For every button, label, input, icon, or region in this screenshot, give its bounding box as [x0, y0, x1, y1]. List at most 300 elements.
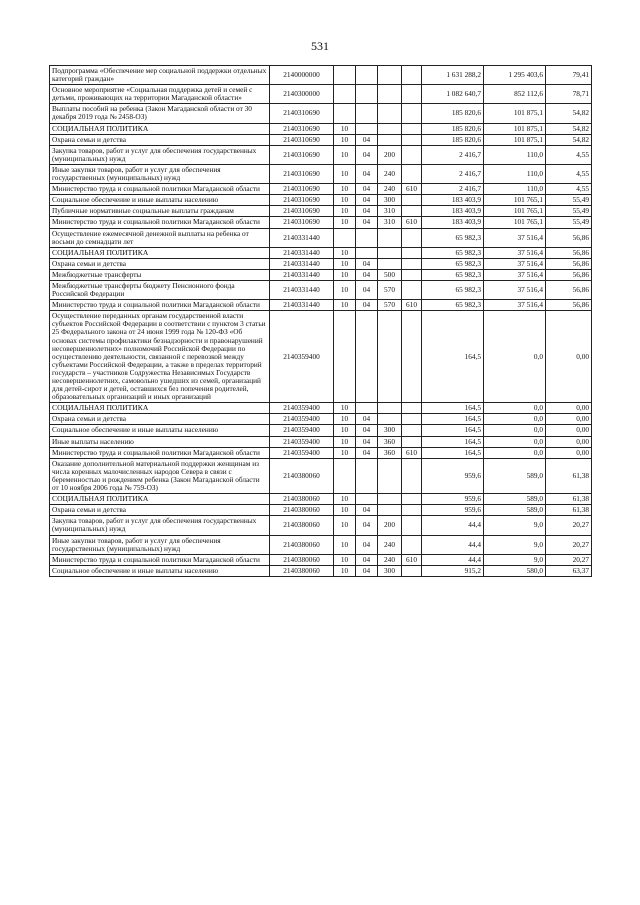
- row-subsection-cell: 04: [356, 184, 378, 195]
- row-section-cell: 10: [334, 184, 356, 195]
- row-section-cell: 10: [334, 269, 356, 280]
- row-administrator-cell: 610: [402, 184, 422, 195]
- row-executed-amount-cell: 9,0: [484, 554, 546, 565]
- row-executed-amount-cell: 0,0: [484, 425, 546, 436]
- table-row: [50, 247, 592, 258]
- row-plan-amount-cell: 164,5: [422, 447, 484, 458]
- row-plan-amount-cell: 164,5: [422, 414, 484, 425]
- table-row: [50, 425, 592, 436]
- row-plan-amount-cell: 44,4: [422, 535, 484, 554]
- row-plan-amount-cell: 183 403,9: [422, 195, 484, 206]
- row-executed-amount-cell: 101 765,1: [484, 217, 546, 228]
- row-section-cell: 10: [334, 247, 356, 258]
- row-subsection-cell: [356, 123, 378, 134]
- row-administrator-cell: [402, 403, 422, 414]
- row-executed-amount-cell: 580,0: [484, 565, 546, 576]
- row-subsection-cell: [356, 494, 378, 505]
- row-administrator-cell: [402, 145, 422, 164]
- row-section-cell: 10: [334, 300, 356, 311]
- table-row: [50, 300, 592, 311]
- row-expense-type-cell: [378, 228, 402, 247]
- row-subsection-cell: 04: [356, 217, 378, 228]
- row-percent-cell: 56,86: [546, 258, 592, 269]
- row-percent-cell: 56,86: [546, 280, 592, 299]
- row-administrator-cell: [402, 505, 422, 516]
- row-executed-amount-cell: 1 295 403,6: [484, 66, 546, 85]
- row-csr-cell: 2140331440: [270, 228, 334, 247]
- row-name-cell: Осуществление ежемесячной денежной выплаты на ребенка от восьми до семнадцати лет: [50, 228, 270, 247]
- table-row: [50, 311, 592, 403]
- row-expense-type-cell: [378, 458, 402, 493]
- row-plan-amount-cell: 65 982,3: [422, 269, 484, 280]
- row-csr-cell: 2140310690: [270, 104, 334, 123]
- row-expense-type-cell: [378, 258, 402, 269]
- row-plan-amount-cell: 164,5: [422, 425, 484, 436]
- table-row: [50, 66, 592, 85]
- row-csr-cell: 2140331440: [270, 280, 334, 299]
- row-executed-amount-cell: 101 875,1: [484, 104, 546, 123]
- row-administrator-cell: [402, 516, 422, 535]
- row-executed-amount-cell: 101 875,1: [484, 134, 546, 145]
- row-executed-amount-cell: 37 516,4: [484, 300, 546, 311]
- row-percent-cell: 0,00: [546, 311, 592, 403]
- row-expense-type-cell: [378, 85, 402, 104]
- row-percent-cell: 61,38: [546, 494, 592, 505]
- row-expense-type-cell: [378, 494, 402, 505]
- row-name-cell: СОЦИАЛЬНАЯ ПОЛИТИКА: [50, 247, 270, 258]
- row-plan-amount-cell: 164,5: [422, 436, 484, 447]
- row-administrator-cell: [402, 206, 422, 217]
- row-csr-cell: 2140310690: [270, 195, 334, 206]
- row-percent-cell: 55,49: [546, 195, 592, 206]
- row-executed-amount-cell: 110,0: [484, 184, 546, 195]
- row-csr-cell: 2140359400: [270, 436, 334, 447]
- table-row: [50, 123, 592, 134]
- row-subsection-cell: 04: [356, 436, 378, 447]
- row-administrator-cell: [402, 535, 422, 554]
- row-administrator-cell: [402, 258, 422, 269]
- row-executed-amount-cell: 37 516,4: [484, 258, 546, 269]
- row-csr-cell: 2140331440: [270, 258, 334, 269]
- row-csr-cell: 2140359400: [270, 311, 334, 403]
- row-subsection-cell: [356, 247, 378, 258]
- row-expense-type-cell: [378, 311, 402, 403]
- row-percent-cell: 55,49: [546, 206, 592, 217]
- row-plan-amount-cell: 44,4: [422, 516, 484, 535]
- row-section-cell: 10: [334, 195, 356, 206]
- row-subsection-cell: 04: [356, 145, 378, 164]
- row-section-cell: 10: [334, 145, 356, 164]
- row-plan-amount-cell: 959,6: [422, 494, 484, 505]
- table-row: [50, 195, 592, 206]
- row-subsection-cell: 04: [356, 565, 378, 576]
- row-subsection-cell: 04: [356, 195, 378, 206]
- row-csr-cell: 2140310690: [270, 164, 334, 183]
- row-section-cell: 10: [334, 425, 356, 436]
- row-csr-cell: 2140359400: [270, 403, 334, 414]
- row-name-cell: Министерство труда и социальной политики Магаданской области: [50, 300, 270, 311]
- row-section-cell: 10: [334, 535, 356, 554]
- table-row: [50, 280, 592, 299]
- table-row: [50, 134, 592, 145]
- row-expense-type-cell: 240: [378, 554, 402, 565]
- row-percent-cell: 55,49: [546, 217, 592, 228]
- row-name-cell: Охрана семьи и детства: [50, 414, 270, 425]
- row-expense-type-cell: [378, 123, 402, 134]
- table-row: [50, 505, 592, 516]
- row-section-cell: 10: [334, 516, 356, 535]
- row-name-cell: Межбюджетные трансферты бюджету Пенсионного фонда Российской Федерации: [50, 280, 270, 299]
- row-executed-amount-cell: 37 516,4: [484, 280, 546, 299]
- row-subsection-cell: [356, 311, 378, 403]
- row-expense-type-cell: 240: [378, 164, 402, 183]
- row-plan-amount-cell: 1 082 640,7: [422, 85, 484, 104]
- row-administrator-cell: [402, 458, 422, 493]
- row-name-cell: Иные закупки товаров, работ и услуг для обеспечения государственных (муниципальных) нужд: [50, 535, 270, 554]
- table-row: [50, 436, 592, 447]
- row-expense-type-cell: 310: [378, 217, 402, 228]
- row-name-cell: Основное мероприятие «Социальная поддержка детей и семей с детьми, проживающих на территории Магаданской области»: [50, 85, 270, 104]
- row-plan-amount-cell: 183 403,9: [422, 206, 484, 217]
- row-section-cell: 10: [334, 280, 356, 299]
- row-expense-type-cell: 200: [378, 516, 402, 535]
- row-name-cell: Социальное обеспечение и иные выплаты населению: [50, 425, 270, 436]
- row-expense-type-cell: [378, 66, 402, 85]
- row-subsection-cell: 04: [356, 269, 378, 280]
- row-expense-type-cell: 570: [378, 300, 402, 311]
- row-plan-amount-cell: 2 416,7: [422, 164, 484, 183]
- row-expense-type-cell: 300: [378, 565, 402, 576]
- row-section-cell: [334, 85, 356, 104]
- row-subsection-cell: 04: [356, 300, 378, 311]
- row-csr-cell: 2140310690: [270, 123, 334, 134]
- row-csr-cell: 2140310690: [270, 206, 334, 217]
- row-section-cell: 10: [334, 505, 356, 516]
- row-csr-cell: 2140331440: [270, 247, 334, 258]
- row-executed-amount-cell: 0,0: [484, 436, 546, 447]
- row-csr-cell: 2140380060: [270, 505, 334, 516]
- row-administrator-cell: 610: [402, 554, 422, 565]
- row-executed-amount-cell: 589,0: [484, 494, 546, 505]
- row-expense-type-cell: [378, 104, 402, 123]
- table-row: [50, 414, 592, 425]
- table-row: [50, 104, 592, 123]
- row-section-cell: 10: [334, 258, 356, 269]
- row-expense-type-cell: [378, 247, 402, 258]
- row-plan-amount-cell: 2 416,7: [422, 184, 484, 195]
- row-csr-cell: 2140310690: [270, 134, 334, 145]
- row-name-cell: Публичные нормативные социальные выплаты гражданам: [50, 206, 270, 217]
- table-row: [50, 85, 592, 104]
- row-csr-cell: 2140380060: [270, 565, 334, 576]
- row-section-cell: 10: [334, 436, 356, 447]
- row-executed-amount-cell: 852 112,6: [484, 85, 546, 104]
- row-administrator-cell: [402, 414, 422, 425]
- row-section-cell: [334, 458, 356, 493]
- row-executed-amount-cell: 589,0: [484, 505, 546, 516]
- row-csr-cell: 2140380060: [270, 458, 334, 493]
- row-plan-amount-cell: 183 403,9: [422, 217, 484, 228]
- row-percent-cell: 79,41: [546, 66, 592, 85]
- table-row: [50, 535, 592, 554]
- table-row: [50, 258, 592, 269]
- row-percent-cell: 0,00: [546, 403, 592, 414]
- row-name-cell: СОЦИАЛЬНАЯ ПОЛИТИКА: [50, 494, 270, 505]
- row-administrator-cell: [402, 436, 422, 447]
- table-row: [50, 494, 592, 505]
- row-plan-amount-cell: 65 982,3: [422, 280, 484, 299]
- table-row: [50, 458, 592, 493]
- row-percent-cell: 4,55: [546, 164, 592, 183]
- row-percent-cell: 0,00: [546, 436, 592, 447]
- row-subsection-cell: 04: [356, 535, 378, 554]
- row-plan-amount-cell: 959,6: [422, 505, 484, 516]
- row-administrator-cell: [402, 228, 422, 247]
- row-subsection-cell: 04: [356, 258, 378, 269]
- row-subsection-cell: 04: [356, 280, 378, 299]
- row-expense-type-cell: 360: [378, 447, 402, 458]
- row-executed-amount-cell: 110,0: [484, 164, 546, 183]
- row-name-cell: Социальное обеспечение и иные выплаты населению: [50, 195, 270, 206]
- row-plan-amount-cell: 164,5: [422, 403, 484, 414]
- row-section-cell: 10: [334, 554, 356, 565]
- row-name-cell: Министерство труда и социальной политики Магаданской области: [50, 184, 270, 195]
- row-section-cell: 10: [334, 403, 356, 414]
- row-name-cell: Осуществление переданных органам государственной власти субъектов Российской Федерации в соответствии с пунктом 3 статьи 25 Федерального закона от 24 июня 1999 года № 120-ФЗ «Об основах системы профилактики безнадзорности и правонарушений несовершеннолетних» полномочий Российской Федерации по осуществлению деятельности, связанной с перевозкой между субъектами Российской Федерации, а также в пределах территорий государств – участников Содружества Независимых Государств несовершеннолетних, самовольно ушедших из семей, организаций для детей-сирот и детей, оставшихся без попечения родителей, образовательных организаций и иных организаций: [50, 311, 270, 403]
- row-csr-cell: 2140000000: [270, 66, 334, 85]
- row-section-cell: 10: [334, 206, 356, 217]
- row-plan-amount-cell: 164,5: [422, 311, 484, 403]
- row-executed-amount-cell: 37 516,4: [484, 228, 546, 247]
- row-subsection-cell: 04: [356, 134, 378, 145]
- row-administrator-cell: [402, 311, 422, 403]
- row-administrator-cell: 610: [402, 447, 422, 458]
- row-administrator-cell: [402, 269, 422, 280]
- row-name-cell: Иные выплаты населению: [50, 436, 270, 447]
- row-section-cell: [334, 66, 356, 85]
- table-row: [50, 206, 592, 217]
- row-administrator-cell: [402, 85, 422, 104]
- row-expense-type-cell: 300: [378, 195, 402, 206]
- row-name-cell: СОЦИАЛЬНАЯ ПОЛИТИКА: [50, 123, 270, 134]
- row-section-cell: 10: [334, 123, 356, 134]
- row-percent-cell: 61,38: [546, 505, 592, 516]
- row-percent-cell: 61,38: [546, 458, 592, 493]
- row-administrator-cell: [402, 425, 422, 436]
- row-subsection-cell: 04: [356, 554, 378, 565]
- row-executed-amount-cell: 101 765,1: [484, 195, 546, 206]
- row-subsection-cell: [356, 85, 378, 104]
- row-percent-cell: 54,82: [546, 123, 592, 134]
- row-name-cell: Подпрограмма «Обеспечение мер социальной поддержки отдельных категорий граждан»: [50, 66, 270, 85]
- row-administrator-cell: 610: [402, 300, 422, 311]
- row-administrator-cell: [402, 104, 422, 123]
- row-section-cell: 10: [334, 447, 356, 458]
- row-percent-cell: 54,82: [546, 134, 592, 145]
- row-csr-cell: 2140359400: [270, 447, 334, 458]
- row-subsection-cell: 04: [356, 414, 378, 425]
- row-percent-cell: 20,27: [546, 516, 592, 535]
- row-executed-amount-cell: 37 516,4: [484, 269, 546, 280]
- row-subsection-cell: 04: [356, 447, 378, 458]
- row-executed-amount-cell: 37 516,4: [484, 247, 546, 258]
- row-subsection-cell: 04: [356, 425, 378, 436]
- row-plan-amount-cell: 65 982,3: [422, 300, 484, 311]
- row-section-cell: 10: [334, 217, 356, 228]
- row-name-cell: Социальное обеспечение и иные выплаты населению: [50, 565, 270, 576]
- row-expense-type-cell: 240: [378, 535, 402, 554]
- row-expense-type-cell: 300: [378, 425, 402, 436]
- table-row: [50, 447, 592, 458]
- row-csr-cell: 2140380060: [270, 535, 334, 554]
- row-expense-type-cell: 360: [378, 436, 402, 447]
- row-section-cell: 10: [334, 134, 356, 145]
- table-row: [50, 554, 592, 565]
- row-name-cell: Охрана семьи и детства: [50, 134, 270, 145]
- row-section-cell: [334, 311, 356, 403]
- row-csr-cell: 2140300000: [270, 85, 334, 104]
- row-percent-cell: 78,71: [546, 85, 592, 104]
- row-csr-cell: 2140359400: [270, 425, 334, 436]
- row-name-cell: Межбюджетные трансферты: [50, 269, 270, 280]
- row-csr-cell: 2140310690: [270, 217, 334, 228]
- row-percent-cell: 56,86: [546, 300, 592, 311]
- row-administrator-cell: [402, 247, 422, 258]
- row-administrator-cell: [402, 66, 422, 85]
- row-subsection-cell: 04: [356, 505, 378, 516]
- row-expense-type-cell: 570: [378, 280, 402, 299]
- row-subsection-cell: [356, 228, 378, 247]
- row-csr-cell: 2140380060: [270, 554, 334, 565]
- row-percent-cell: 54,82: [546, 104, 592, 123]
- row-administrator-cell: [402, 494, 422, 505]
- table-row: [50, 269, 592, 280]
- row-plan-amount-cell: 2 416,7: [422, 145, 484, 164]
- row-section-cell: 10: [334, 494, 356, 505]
- row-csr-cell: 2140331440: [270, 300, 334, 311]
- row-section-cell: [334, 228, 356, 247]
- row-executed-amount-cell: 0,0: [484, 311, 546, 403]
- row-administrator-cell: [402, 123, 422, 134]
- row-percent-cell: 4,55: [546, 145, 592, 164]
- row-section-cell: 10: [334, 565, 356, 576]
- row-section-cell: 10: [334, 164, 356, 183]
- row-subsection-cell: [356, 403, 378, 414]
- row-plan-amount-cell: 44,4: [422, 554, 484, 565]
- row-plan-amount-cell: 65 982,3: [422, 258, 484, 269]
- row-percent-cell: 56,86: [546, 247, 592, 258]
- row-name-cell: Охрана семьи и детства: [50, 258, 270, 269]
- row-percent-cell: 20,27: [546, 554, 592, 565]
- row-executed-amount-cell: 101 875,1: [484, 123, 546, 134]
- row-percent-cell: 20,27: [546, 535, 592, 554]
- row-subsection-cell: [356, 104, 378, 123]
- row-percent-cell: 0,00: [546, 447, 592, 458]
- row-administrator-cell: [402, 134, 422, 145]
- row-name-cell: Выплаты пособий на ребенка (Закон Магаданской области от 30 декабря 2019 года № 2458-ОЗ): [50, 104, 270, 123]
- row-administrator-cell: [402, 565, 422, 576]
- row-executed-amount-cell: 589,0: [484, 458, 546, 493]
- table-row: [50, 228, 592, 247]
- row-csr-cell: 2140310690: [270, 145, 334, 164]
- row-section-cell: 10: [334, 414, 356, 425]
- row-csr-cell: 2140331440: [270, 269, 334, 280]
- table-row: [50, 565, 592, 576]
- row-expense-type-cell: 240: [378, 184, 402, 195]
- row-section-cell: [334, 104, 356, 123]
- row-name-cell: Министерство труда и социальной политики Магаданской области: [50, 554, 270, 565]
- row-administrator-cell: 610: [402, 217, 422, 228]
- row-administrator-cell: [402, 280, 422, 299]
- row-executed-amount-cell: 0,0: [484, 447, 546, 458]
- row-expense-type-cell: [378, 403, 402, 414]
- row-percent-cell: 56,86: [546, 228, 592, 247]
- row-name-cell: Закупка товаров, работ и услуг для обеспечения государственных (муниципальных) нужд: [50, 145, 270, 164]
- row-expense-type-cell: 500: [378, 269, 402, 280]
- row-expense-type-cell: [378, 505, 402, 516]
- row-name-cell: Оказание дополнительной материальной поддержки женщинам из числа коренных малочисленных народов Севера в связи с беременностью и рождением ребенка (Закон Магаданской области от 10 ноября 2006 года № 759-ОЗ): [50, 458, 270, 493]
- table-row: [50, 403, 592, 414]
- row-executed-amount-cell: 9,0: [484, 535, 546, 554]
- budget-table: [49, 65, 592, 577]
- row-plan-amount-cell: 915,2: [422, 565, 484, 576]
- row-name-cell: Иные закупки товаров, работ и услуг для обеспечения государственных (муниципальных) нужд: [50, 164, 270, 183]
- row-plan-amount-cell: 185 820,6: [422, 104, 484, 123]
- row-plan-amount-cell: 65 982,3: [422, 228, 484, 247]
- row-administrator-cell: [402, 195, 422, 206]
- table-row: [50, 516, 592, 535]
- row-expense-type-cell: [378, 414, 402, 425]
- row-name-cell: Министерство труда и социальной политики Магаданской области: [50, 217, 270, 228]
- row-executed-amount-cell: 0,0: [484, 414, 546, 425]
- row-csr-cell: 2140380060: [270, 516, 334, 535]
- row-executed-amount-cell: 110,0: [484, 145, 546, 164]
- row-administrator-cell: [402, 164, 422, 183]
- row-csr-cell: 2140359400: [270, 414, 334, 425]
- row-percent-cell: 4,55: [546, 184, 592, 195]
- row-executed-amount-cell: 101 765,1: [484, 206, 546, 217]
- row-name-cell: Охрана семьи и детства: [50, 505, 270, 516]
- row-subsection-cell: [356, 458, 378, 493]
- row-plan-amount-cell: 1 631 288,2: [422, 66, 484, 85]
- row-percent-cell: 56,86: [546, 269, 592, 280]
- row-plan-amount-cell: 65 982,3: [422, 247, 484, 258]
- row-subsection-cell: [356, 66, 378, 85]
- row-plan-amount-cell: 185 820,6: [422, 134, 484, 145]
- row-expense-type-cell: 310: [378, 206, 402, 217]
- table-row: [50, 164, 592, 183]
- row-name-cell: Министерство труда и социальной политики Магаданской области: [50, 447, 270, 458]
- row-csr-cell: 2140380060: [270, 494, 334, 505]
- row-plan-amount-cell: 959,6: [422, 458, 484, 493]
- table-row: [50, 145, 592, 164]
- budget-table-body: [50, 66, 592, 577]
- row-executed-amount-cell: 9,0: [484, 516, 546, 535]
- row-percent-cell: 63,37: [546, 565, 592, 576]
- row-name-cell: СОЦИАЛЬНАЯ ПОЛИТИКА: [50, 403, 270, 414]
- table-row: [50, 217, 592, 228]
- row-csr-cell: 2140310690: [270, 184, 334, 195]
- page-number: 531: [311, 39, 329, 53]
- row-percent-cell: 0,00: [546, 425, 592, 436]
- table-row: [50, 184, 592, 195]
- row-executed-amount-cell: 0,0: [484, 403, 546, 414]
- row-subsection-cell: 04: [356, 516, 378, 535]
- row-expense-type-cell: [378, 134, 402, 145]
- row-name-cell: Закупка товаров, работ и услуг для обеспечения государственных (муниципальных) нужд: [50, 516, 270, 535]
- row-expense-type-cell: 200: [378, 145, 402, 164]
- row-subsection-cell: 04: [356, 206, 378, 217]
